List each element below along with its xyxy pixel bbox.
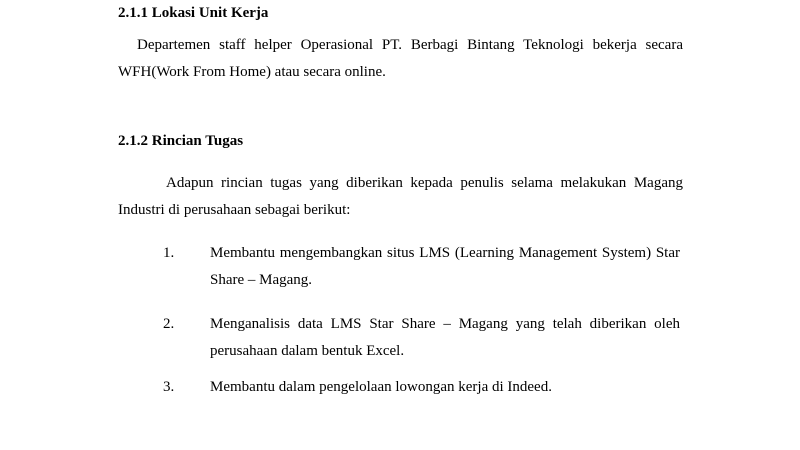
paragraph-rincian-intro: Adapun rincian tugas yang diberikan kepada penulis selama melakukan Magang Industri di perusahaan sebagai berikut: — [118, 175, 683, 218]
list-item — [163, 240, 683, 294]
list-number: 2. — [163, 316, 175, 332]
list-text: Membantu mengembangkan situs LMS (Learning Management System) Star Share – Magang. — [210, 245, 680, 288]
list-text: Membantu dalam pengelolaan lowongan kerja di Indeed. — [210, 379, 552, 395]
paragraph-lokasi: Departemen staff helper Operasional PT. Berbagi Bintang Teknologi bekerja secara WFH(Work From Home) atau secara online. — [118, 37, 683, 80]
list-number: 1. — [163, 245, 175, 261]
heading-lokasi-unit-kerja: 2.1.1 Lokasi Unit Kerja — [118, 5, 269, 21]
list-text: Menganalisis data LMS Star Share – Magang yang telah diberikan oleh perusahaan dalam bentuk Excel. — [210, 316, 680, 359]
list-item — [163, 374, 683, 401]
list-number: 3. — [163, 379, 175, 395]
heading-rincian-tugas: 2.1.2 Rincian Tugas — [118, 133, 244, 149]
list-item — [163, 311, 683, 365]
